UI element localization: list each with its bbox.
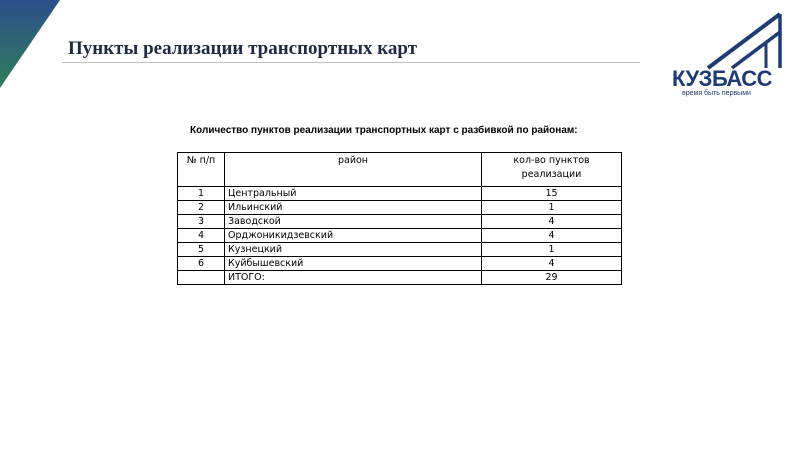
row-count: 4 — [482, 215, 622, 229]
row-district: Заводской — [225, 215, 482, 229]
row-count: 1 — [482, 243, 622, 257]
sales-points-table — [177, 152, 622, 285]
table-caption: Количество пунктов реализации транспортных карт с разбивкой по районам: — [190, 125, 578, 136]
header-count — [482, 153, 622, 187]
row-count: 15 — [482, 187, 622, 201]
table-row — [178, 257, 622, 271]
corner-decoration — [0, 0, 60, 88]
logo-mark-icon — [704, 12, 784, 72]
table-row — [178, 229, 622, 243]
row-num: 5 — [178, 243, 225, 257]
header-num: № п/п — [178, 153, 225, 187]
table-row — [178, 215, 622, 229]
header-count-label: кол-во пунктов реализации — [513, 155, 590, 180]
logo-wordmark: КУЗБАСС — [672, 66, 773, 91]
total-count: 29 — [482, 271, 622, 285]
total-label: ИТОГО: — [225, 271, 482, 285]
row-district: Центральный — [225, 187, 482, 201]
row-num: 6 — [178, 257, 225, 271]
table-row — [178, 187, 622, 201]
header-district: район — [225, 153, 482, 187]
table-row — [178, 243, 622, 257]
row-num: 3 — [178, 215, 225, 229]
row-district: Орджоникидзевский — [225, 229, 482, 243]
table-total-row — [178, 271, 622, 285]
page-title: Пункты реализации транспортных карт — [68, 38, 418, 59]
logo-tagline: время быть первыми — [682, 90, 751, 97]
table-row — [178, 201, 622, 215]
row-district: Ильинский — [225, 201, 482, 215]
kuzbass-logo — [664, 8, 792, 104]
row-district: Куйбышевский — [225, 257, 482, 271]
row-district: Кузнецкий — [225, 243, 482, 257]
row-count: 4 — [482, 229, 622, 243]
row-num: 4 — [178, 229, 225, 243]
row-count: 4 — [482, 257, 622, 271]
table-header-row — [178, 153, 622, 187]
title-divider — [62, 62, 640, 63]
total-num — [178, 271, 225, 285]
row-num: 1 — [178, 187, 225, 201]
row-count: 1 — [482, 201, 622, 215]
row-num: 2 — [178, 201, 225, 215]
